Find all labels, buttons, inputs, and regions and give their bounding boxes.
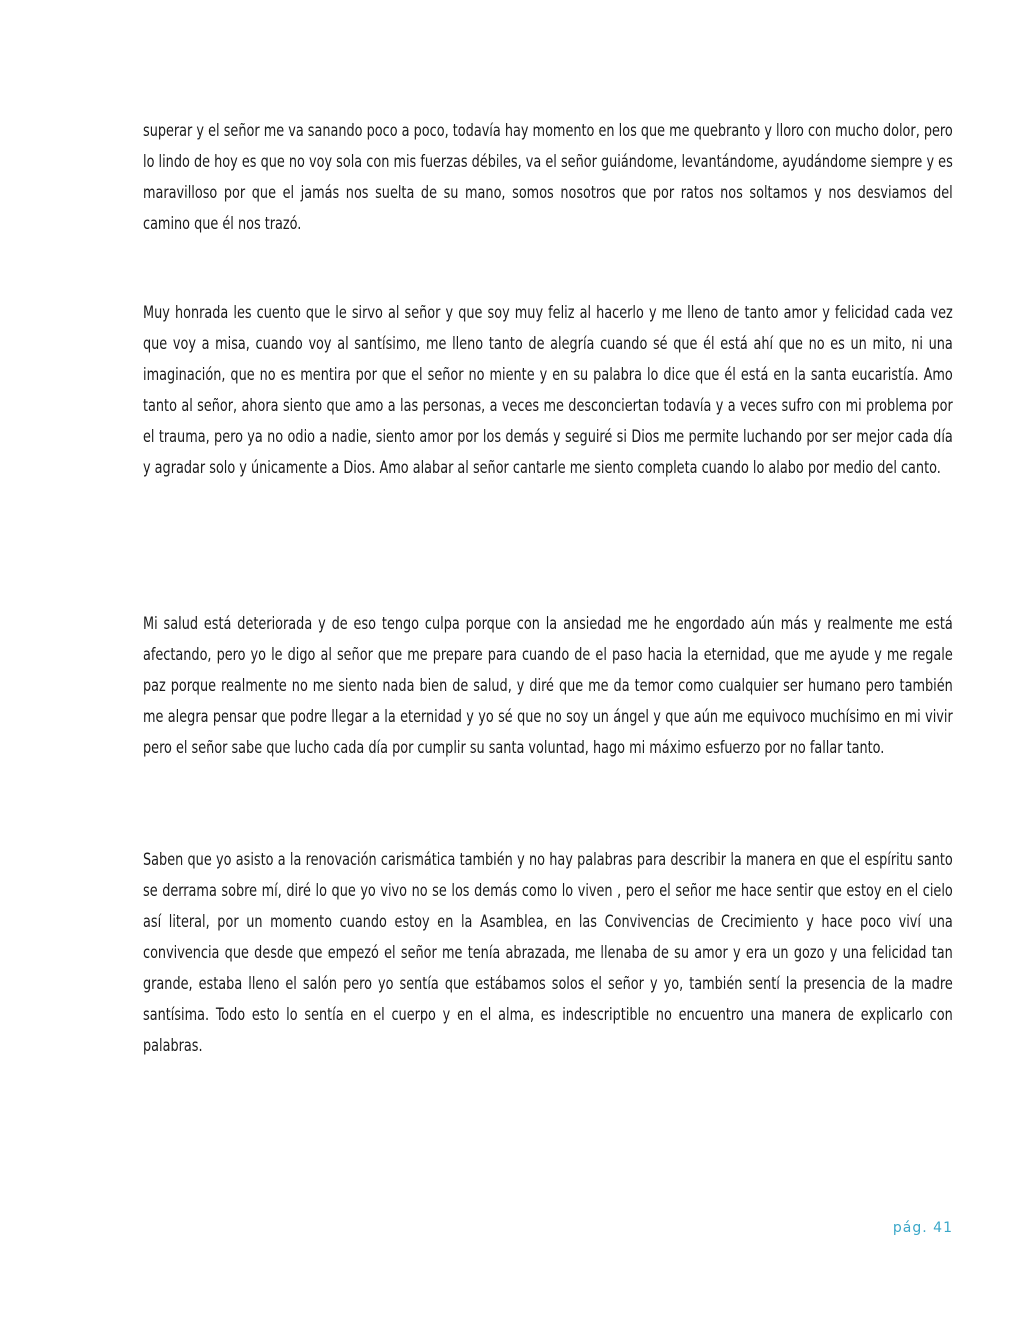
paragraph-1: superar y el señor me va sanando poco a poco, todavía hay momento en los que me quebranto y lloro con mucho dolor, pero lo lindo de hoy es que no voy sola con mis fuerzas débiles, va el señor guiándome, levantándome, ayudándome siempre y es maravilloso por que el jamás nos suelta de su mano, somos nosotros que por ratos nos soltamos y nos desviamos del camino que él nos trazó. [143, 121, 953, 234]
paragraph-4: Saben que yo asisto a la renovación carismática también y no hay palabras para describir la manera en que el espíritu santo se derrama sobre mí, diré lo que yo vivo no se los demás como lo viven , pero el señor me hace sentir que estoy en el cielo así literal, por un momento cuando estoy en la Asamblea, en las Convivencias de Crecimiento y hace poco viví una convivencia que desde que empezó el señor me tenía abrazada, me llenaba de su amor y era un gozo y una felicidad tan grande, estaba lleno el salón pero yo sentía que estábamos solos el señor y yo, también sentí la presencia de la madre santísima. Todo esto lo sentía en el cuerpo y en el alma, es indescriptible no encuentro una manera de explicarlo con palabras. [143, 850, 953, 1056]
paragraph-2: Muy honrada les cuento que le sirvo al señor y que soy muy feliz al hacerlo y me lleno de tanto amor y felicidad cada vez que voy a misa, cuando voy al santísimo, me lleno tanto de alegría cuando sé que él está ahí que no es un mito, ni una imaginación, que no es mentira por que el señor no miente y en su palabra lo dice que él está en la santa eucaristía. Amo tanto al señor, ahora siento que amo a las personas, a veces me desconciertan todavía y a veces sufro con mi problema por el trauma, pero ya no odio a nadie, siento amor por los demás y seguiré si Dios me permite luchando por ser mejor cada día y agradar solo y únicamente a Dios. Amo alabar al señor cantarle me siento completa cuando lo alabo por medio del canto. [143, 303, 953, 478]
page-number: pág. 41 [892, 1220, 953, 1236]
paragraph-3: Mi salud está deteriorada y de eso tengo culpa porque con la ansiedad me he engordado aún más y realmente me está afectando, pero yo le digo al señor que me prepare para cuando de el paso hacia la eternidad, que me ayude y me regale paz porque realmente no me siento nada bien de salud, y diré que me da temor como cualquier ser humano pero también me alegra pensar que podre llegar a la eternidad y yo sé que no soy un ángel y que aún me equivoco muchísimo en mi vivir pero el señor sabe que lucho cada día por cumplir su santa voluntad, hago mi máximo esfuerzo por no fallar tanto. [143, 614, 953, 758]
